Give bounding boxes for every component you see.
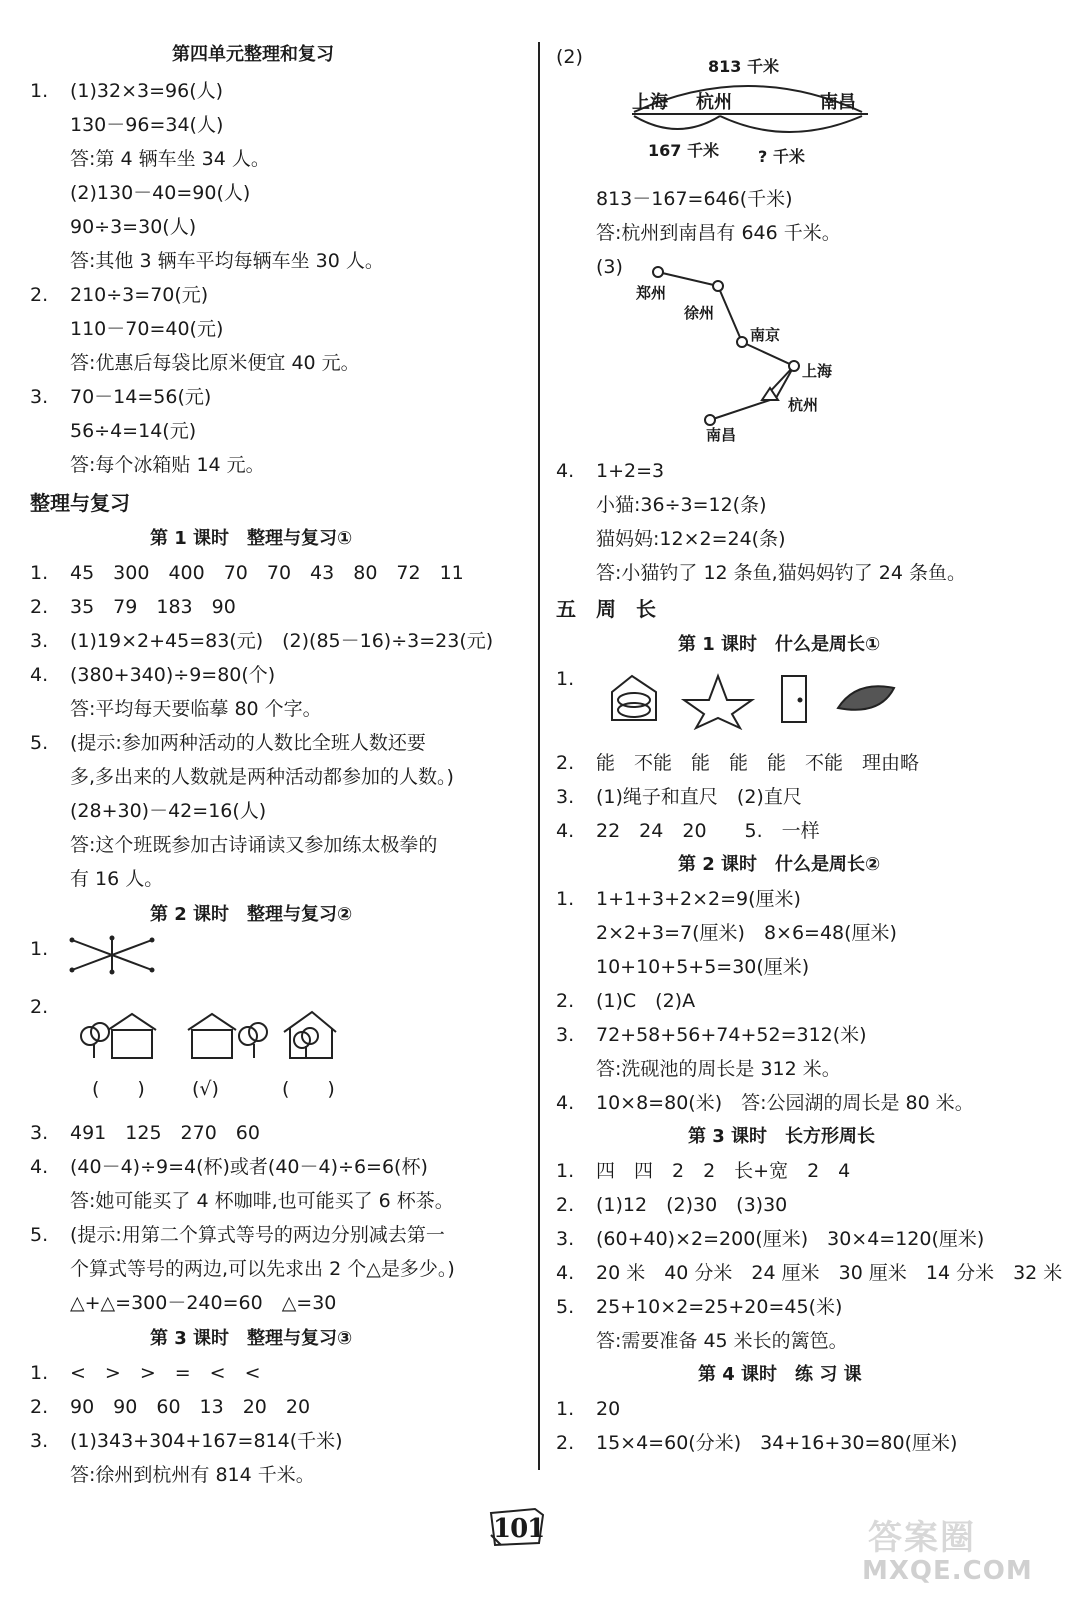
part2-answer: 答:杭州到南昌有 646 千米。 [596, 222, 841, 244]
c2-q3-number: 3. [556, 1024, 575, 1046]
unit4-title: 第四单元整理和复习 [172, 44, 334, 65]
c3-q5-number: 5. [556, 1296, 575, 1318]
l3-q3: (1)343+304+167=814(千米) [70, 1430, 343, 1452]
q3-number: 3. [30, 386, 49, 408]
route-map [618, 258, 878, 448]
l1-q4: (380+340)÷9=80(个) [70, 664, 276, 686]
l2-q5-line1: (提示:用第二个算式等号的两边分别减去第一 [70, 1224, 445, 1246]
c2-q1-line3: 10+10+5+5=30(厘米) [596, 956, 810, 978]
c3-q5: 25+10×2=25+20=45(米) [596, 1296, 843, 1318]
c1-title: 第 1 课时 什么是周长① [678, 634, 881, 655]
l2-q4-answer: 答:她可能买了 4 杯咖啡,也可能买了 6 杯茶。 [70, 1190, 454, 1212]
q1-number: 1. [30, 80, 49, 102]
part2-label: (2) [556, 46, 583, 68]
l1-q2-number: 2. [30, 596, 49, 618]
c3-q3-number: 3. [556, 1228, 575, 1250]
watermark-url: MXQE.COM [862, 1556, 1033, 1586]
route-nanchang: 南昌 [706, 426, 737, 444]
l1-q5-line5: 有 16 人。 [70, 868, 164, 890]
c3-q4-number: 4. [556, 1262, 575, 1284]
c2-q4: 10×8=80(米) 答:公园湖的周长是 80 米。 [596, 1092, 974, 1114]
l2-q1-number: 1. [30, 938, 49, 960]
q2-line3: 答:优惠后每袋比原米便宜 40 元。 [70, 352, 360, 374]
l2-q3: 491 125 270 60 [70, 1122, 260, 1144]
route-nanjing: 南京 [750, 326, 781, 344]
l3-q3-answer: 答:徐州到杭州有 814 千米。 [70, 1464, 315, 1486]
review-title: 整理与复习 [30, 491, 130, 515]
c2-q1-line1: 1+1+3+2×2=9(厘米) [596, 888, 801, 910]
route-xuzhou: 徐州 [684, 304, 715, 322]
q3-line2: 56÷4=14(元) [70, 420, 197, 442]
c2-q3: 72+58+56+74+52=312(米) [596, 1024, 867, 1046]
c4-q2-number: 2. [556, 1432, 575, 1454]
l3-q2-number: 2. [30, 1396, 49, 1418]
distance-diagram [628, 50, 878, 170]
part3-label: (3) [596, 256, 623, 278]
diagram-seg2: ? 千米 [758, 147, 805, 166]
q2-line2: 110－70=40(元) [70, 318, 224, 340]
l1-q1: 45 300 400 70 70 43 80 72 11 [70, 562, 464, 584]
c3-q2-number: 2. [556, 1194, 575, 1216]
diagram-city-b: 杭州 [696, 92, 732, 113]
l3-q1-number: 1. [30, 1362, 49, 1384]
c2-q4-number: 4. [556, 1092, 575, 1114]
q1-line6: 答:其他 3 辆车平均每辆车坐 30 人。 [70, 250, 384, 272]
q4-line4: 答:小猫钓了 12 条鱼,猫妈妈钓了 24 条鱼。 [596, 562, 966, 584]
l1-q5-line4: 答:这个班既参加古诗诵读又参加练太极拳的 [70, 834, 438, 856]
c3-q1-number: 1. [556, 1160, 575, 1182]
l2-q3-number: 3. [30, 1122, 49, 1144]
c3-q3: (60+40)×2=200(厘米) 30×4=120(厘米) [596, 1228, 985, 1250]
cross-lines-figure [68, 934, 158, 976]
l1-q4-number: 4. [30, 664, 49, 686]
lesson2-title: 第 2 课时 整理与复习② [150, 904, 353, 925]
c3-q2: (1)12 (2)30 (3)30 [596, 1194, 788, 1216]
route-hangzhou: 杭州 [788, 396, 819, 414]
l3-q1: < > > = < < [70, 1362, 261, 1384]
houses-trees-figure [70, 1010, 350, 1062]
l2-q2-paren1: ( ) [92, 1078, 145, 1100]
l2-q5-line2: 个算式等号的两边,可以先求出 2 个△是多少。) [70, 1258, 455, 1280]
c2-q3-answer: 答:洗砚池的周长是 312 米。 [596, 1058, 841, 1080]
c4-title: 第 4 课时 练 习 课 [698, 1364, 862, 1385]
q2-line1: 210÷3=70(元) [70, 284, 209, 306]
c1-q1-number: 1. [556, 668, 575, 690]
l2-q5-line3: △+△=300－240=60 △=30 [70, 1292, 337, 1314]
c1-q2-number: 2. [556, 752, 575, 774]
l1-q3: (1)19×2+45=83(元) (2)(85－16)÷3=23(元) [70, 630, 494, 652]
l1-q1-number: 1. [30, 562, 49, 584]
q3-line1: 70－14=56(元) [70, 386, 212, 408]
lesson1-title: 第 1 课时 整理与复习① [150, 528, 353, 549]
c1-q2: 能 不能 能 能 能 不能 理由略 [596, 752, 920, 774]
c3-q4: 20 米 40 分米 24 厘米 30 厘米 14 分米 32 米 [596, 1262, 1063, 1284]
l1-q3-number: 3. [30, 630, 49, 652]
l2-q4: (40－4)÷9=4(杯)或者(40－4)÷6=6(杯) [70, 1156, 428, 1178]
q1-line1: (1)32×3=96(人) [70, 80, 224, 102]
l3-q2: 90 90 60 13 20 20 [70, 1396, 311, 1418]
c4-q2: 15×4=60(分米) 34+16+30=80(厘米) [596, 1432, 958, 1454]
q4-line3: 猫妈妈:12×2=24(条) [596, 528, 786, 550]
shapes-figure [608, 670, 898, 730]
c2-q2-number: 2. [556, 990, 575, 1012]
l2-q4-number: 4. [30, 1156, 49, 1178]
route-shanghai: 上海 [802, 362, 833, 380]
q4-number: 4. [556, 460, 575, 482]
l1-q4-answer: 答:平均每天要临摹 80 个字。 [70, 698, 322, 720]
diagram-total: 813 千米 [708, 57, 779, 76]
diagram-seg1: 167 千米 [648, 141, 719, 160]
c1-q3: (1)绳子和直尺 (2)直尺 [596, 786, 802, 808]
c2-q1-line2: 2×2+3=7(厘米) 8×6=48(厘米) [596, 922, 897, 944]
c3-q5-answer: 答:需要准备 45 米长的篱笆。 [596, 1330, 848, 1352]
q1-line4: (2)130－40=90(人) [70, 182, 251, 204]
route-zhengzhou: 郑州 [636, 284, 667, 302]
c2-q2: (1)C (2)A [596, 990, 696, 1012]
c1-q4-number: 4. [556, 820, 575, 842]
l3-q3-number: 3. [30, 1430, 49, 1452]
q4-line2: 小猫:36÷3=12(条) [596, 494, 767, 516]
c4-q1: 20 [596, 1398, 621, 1420]
q4-line1: 1+2=3 [596, 460, 665, 482]
page-number: 101 [493, 1514, 545, 1544]
c2-title: 第 2 课时 什么是周长② [678, 854, 881, 875]
c4-q1-number: 1. [556, 1398, 575, 1420]
l1-q5-line2: 多,多出来的人数就是两种活动都参加的人数。) [70, 766, 454, 788]
watermark-logo: 答案圈 [868, 1518, 976, 1558]
l2-q5-number: 5. [30, 1224, 49, 1246]
c1-q3-number: 3. [556, 786, 575, 808]
c3-title: 第 3 课时 长方形周长 [688, 1126, 876, 1147]
q1-line3: 答:第 4 辆车坐 34 人。 [70, 148, 270, 170]
lesson3-title: 第 3 课时 整理与复习③ [150, 1328, 353, 1349]
column-divider [538, 42, 540, 1470]
l1-q5-line1: (提示:参加两种活动的人数比全班人数还要 [70, 732, 426, 754]
l1-q5-line3: (28+30)－42=16(人) [70, 800, 267, 822]
q2-number: 2. [30, 284, 49, 306]
l1-q5-number: 5. [30, 732, 49, 754]
q1-line2: 130－96=34(人) [70, 114, 224, 136]
c3-q1: 四 四 2 2 长+宽 2 4 [596, 1160, 851, 1182]
c1-q4: 22 24 20 5. 一样 [596, 820, 820, 842]
q3-line3: 答:每个冰箱贴 14 元。 [70, 454, 265, 476]
diagram-city-a: 上海 [632, 92, 668, 113]
unit5-title: 五 周 长 [556, 597, 656, 621]
part2-calc: 813－167=646(千米) [596, 188, 793, 210]
l2-q2-paren2: (√) [192, 1078, 219, 1100]
l1-q2: 35 79 183 90 [70, 596, 236, 618]
l2-q2-number: 2. [30, 996, 49, 1018]
c2-q1-number: 1. [556, 888, 575, 910]
l2-q2-paren3: ( ) [282, 1078, 335, 1100]
diagram-city-c: 南昌 [820, 92, 856, 113]
q1-line5: 90÷3=30(人) [70, 216, 197, 238]
